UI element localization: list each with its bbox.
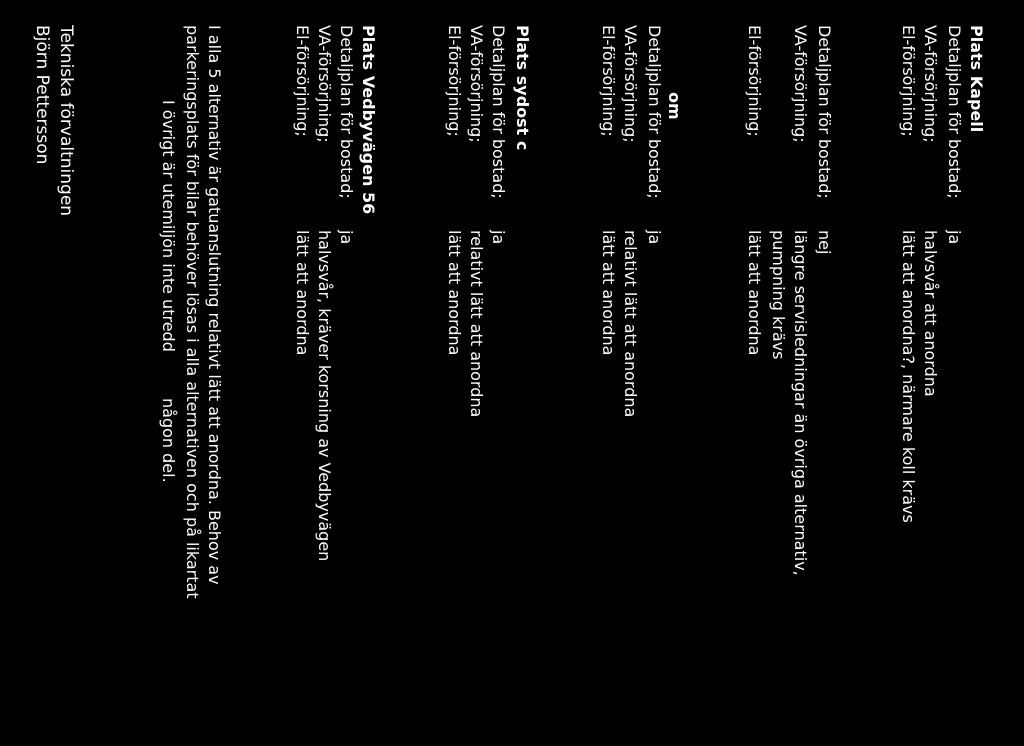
label-el: El-försörjning; <box>293 25 312 137</box>
label-va: VA-försörjning; <box>621 25 640 143</box>
label-el: El-försörjning; <box>745 25 764 137</box>
label-va: VA-försörjning; <box>921 25 940 143</box>
value-va: relativt lätt att anordna <box>621 230 640 418</box>
summary-line-2: parkeringsplats för bilar behöver lösas i alla alternativen och på likartat <box>183 25 202 599</box>
value-detaljplan: nej <box>815 230 834 255</box>
value-el: lätt att anordna <box>293 230 312 356</box>
value-va: relativt lätt att anordna <box>467 230 486 418</box>
label-el: El-försörjning; <box>899 25 918 137</box>
label-va: VA-försörjning; <box>315 25 334 143</box>
value-el: lätt att anordna <box>599 230 618 356</box>
label-detaljplan: Detaljplan för bostad; <box>645 25 664 199</box>
label-detaljplan: Detaljplan för bostad; <box>945 25 964 199</box>
value-detaljplan: ja <box>489 230 508 245</box>
value-va: längre servisledningar än övriga alternativ, <box>791 230 810 576</box>
value-el: lätt att anordna <box>745 230 764 356</box>
value-va: halvsvår, kräver korsning av Vedbyvägen <box>315 230 334 562</box>
value-detaljplan: ja <box>645 230 664 245</box>
label-detaljplan: Detaljplan för bostad; <box>337 25 356 199</box>
value-detaljplan: ja <box>945 230 964 245</box>
section-heading-third: om <box>665 92 684 120</box>
section-heading-kapell: Plats Kapell <box>967 25 986 133</box>
label-detaljplan: Detaljplan för bostad; <box>815 25 834 199</box>
summary-line-3: I övrigt är utemiljön inte utredd <box>159 100 178 352</box>
section-heading-sydost: Plats sydost c <box>513 25 532 151</box>
value-el: lätt att anordna?, närmare koll krävs <box>899 230 918 523</box>
summary-line-1: I alla 5 alternativ är gatuanslutning relativt lätt att anordna. Behov av <box>205 25 224 585</box>
value-va-continued: pumpning krävs <box>769 230 788 360</box>
value-el: lätt att anordna <box>445 230 464 356</box>
label-va: VA-försörjning; <box>467 25 486 143</box>
value-va: halvsvår att anordna <box>921 230 940 397</box>
label-el: El-försörjning; <box>445 25 464 137</box>
signature-org: Tekniska förvaltningen <box>56 25 76 217</box>
signature-name: Björn Pettersson <box>32 25 52 165</box>
label-va: VA-försörjning; <box>791 25 810 143</box>
label-detaljplan: Detaljplan för bostad; <box>489 25 508 199</box>
summary-line-3-end: någon del. <box>159 398 178 483</box>
section-heading-vedbyvagen: Plats Vedbyvägen 56 <box>359 25 378 215</box>
label-el: El-försörjning; <box>599 25 618 137</box>
value-detaljplan: ja <box>337 230 356 245</box>
